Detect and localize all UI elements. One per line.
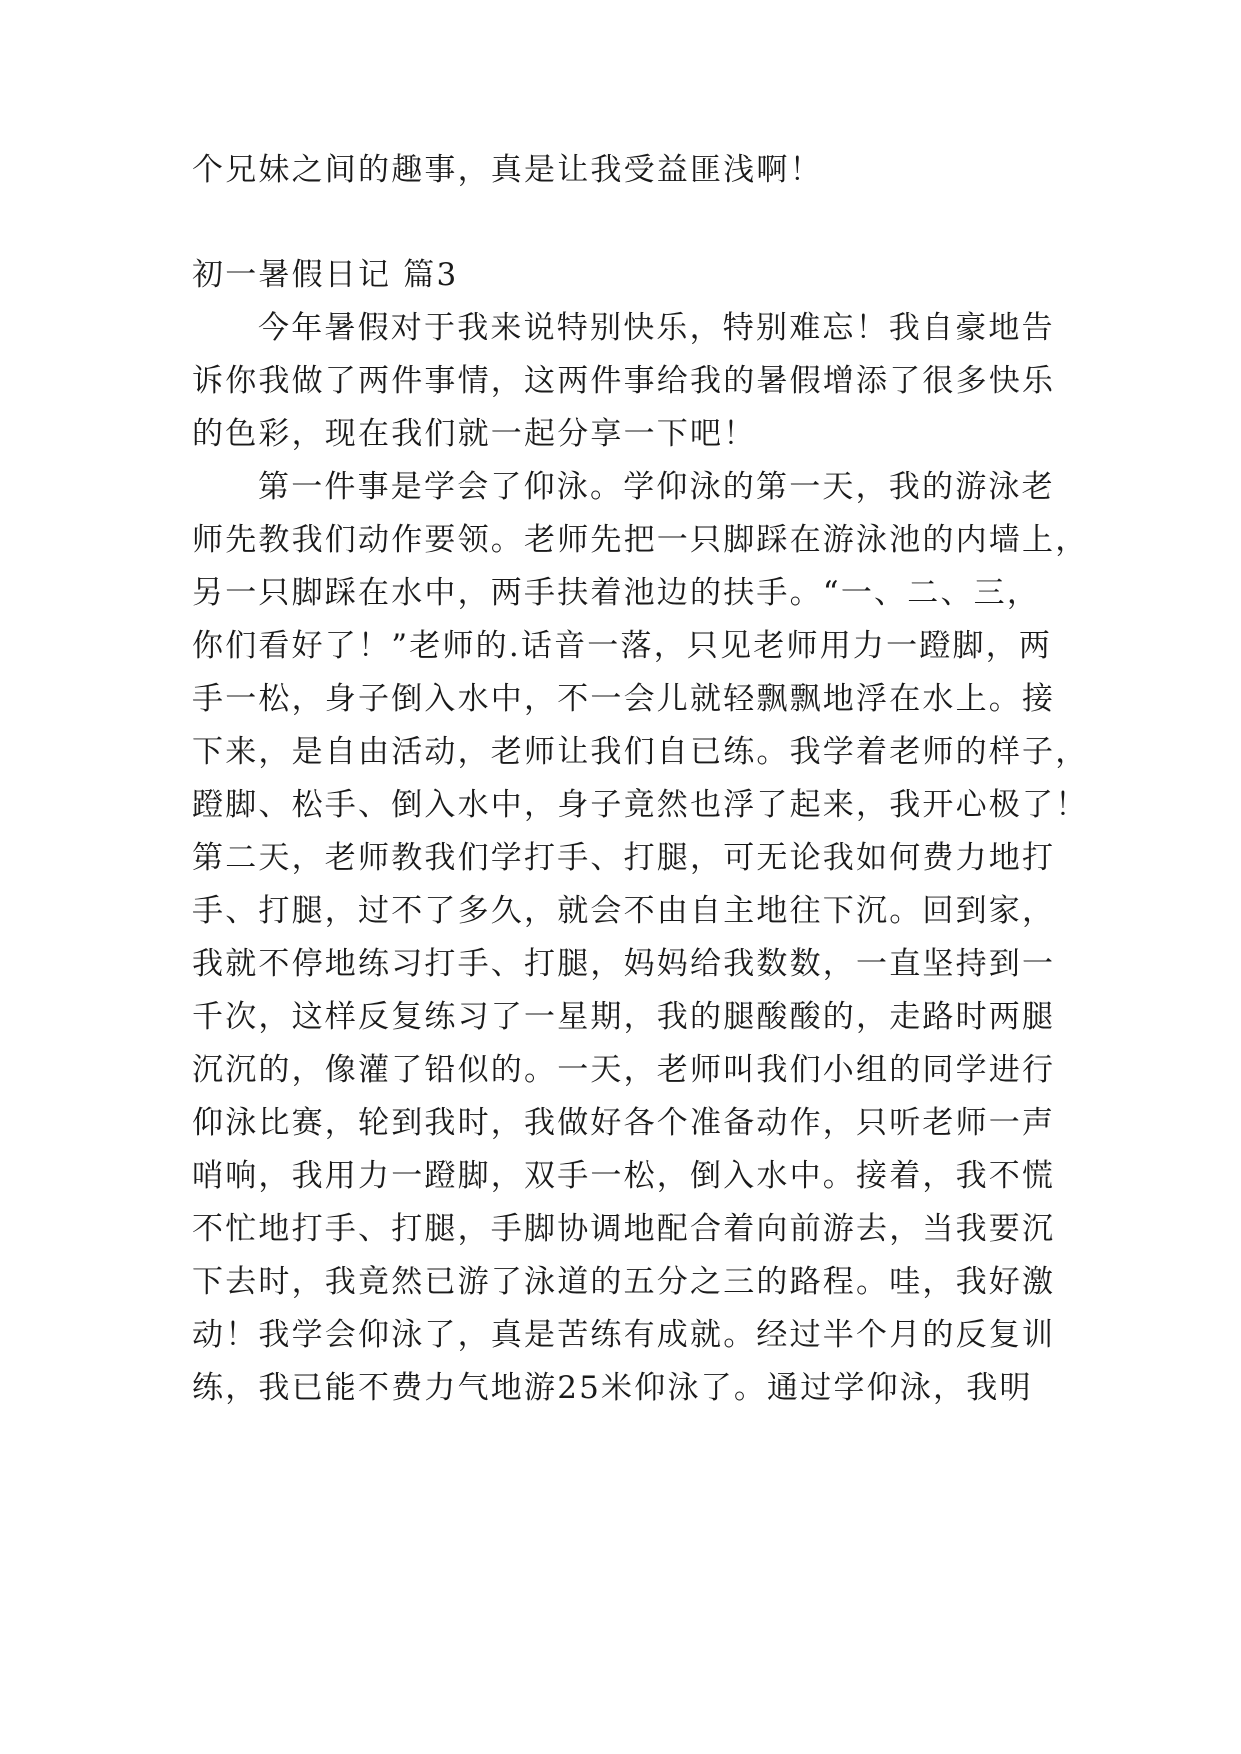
paragraph-line: 手一松，身子倒入水中，不一会儿就轻飘飘地浮在水上。接: [192, 681, 1056, 717]
paragraph-line: 下去时，我竟然已游了泳道的五分之三的路程。哇，我好激: [192, 1264, 1056, 1300]
paragraph-line: 我就不停地练习打手、打腿，妈妈给我数数，一直坚持到一: [192, 946, 1056, 982]
paragraph-line: 的色彩，现在我们就一起分享一下吧！: [192, 416, 757, 452]
paragraph-line: 千次，这样反复练习了一星期，我的腿酸酸的，走路时两腿: [192, 999, 1056, 1035]
paragraph-line: 另一只脚踩在水中，两手扶着池边的扶手。“一、二、三，: [192, 575, 1041, 611]
paragraph-line: 下来，是自由活动，老师让我们自已练。我学着老师的样子，: [192, 734, 1089, 770]
paragraph-line: 师先教我们动作要领。老师先把一只脚踩在游泳池的内墙上，: [192, 522, 1089, 558]
paragraph-line: 沉沉的，像灌了铅似的。一天，老师叫我们小组的同学进行: [192, 1052, 1056, 1088]
paragraph-line: 哨响，我用力一蹬脚，双手一松，倒入水中。接着，我不慌: [192, 1158, 1056, 1194]
paragraph-line: 手、打腿，过不了多久，就会不由自主地往下沉。回到家，: [192, 893, 1056, 929]
previous-section-tail: 个兄妹之间的趣事，真是让我受益匪浅啊！: [192, 152, 823, 188]
paragraph-line: 不忙地打手、打腿，手脚协调地配合着向前游去，当我要沉: [192, 1211, 1056, 1247]
paragraph-line: 动！我学会仰泳了，真是苦练有成就。经过半个月的反复训: [192, 1317, 1056, 1353]
paragraph-line: 练，我已能不费力气地游25米仰泳了。通过学仰泳，我明: [192, 1370, 1033, 1406]
paragraph-line: 第二天，老师教我们学打手、打腿，可无论我如何费力地打: [192, 840, 1056, 876]
paragraph-line: 仰泳比赛，轮到我时，我做好各个准备动作，只听老师一声: [192, 1105, 1056, 1141]
paragraph-line: 蹬脚、松手、倒入水中，身子竟然也浮了起来，我开心极了！: [192, 787, 1089, 823]
paragraph-line: 今年暑假对于我来说特别快乐，特别难忘！我自豪地告: [258, 310, 1055, 346]
paragraph-line: 你们看好了！”老师的.话音一落，只见老师用力一蹬脚，两: [192, 628, 1053, 664]
paragraph-line: 第一件事是学会了仰泳。学仰泳的第一天，我的游泳老: [258, 469, 1055, 505]
section-title: 初一暑假日记 篇3: [192, 257, 459, 293]
paragraph-line: 诉你我做了两件事情，这两件事给我的暑假增添了很多快乐: [192, 363, 1056, 399]
